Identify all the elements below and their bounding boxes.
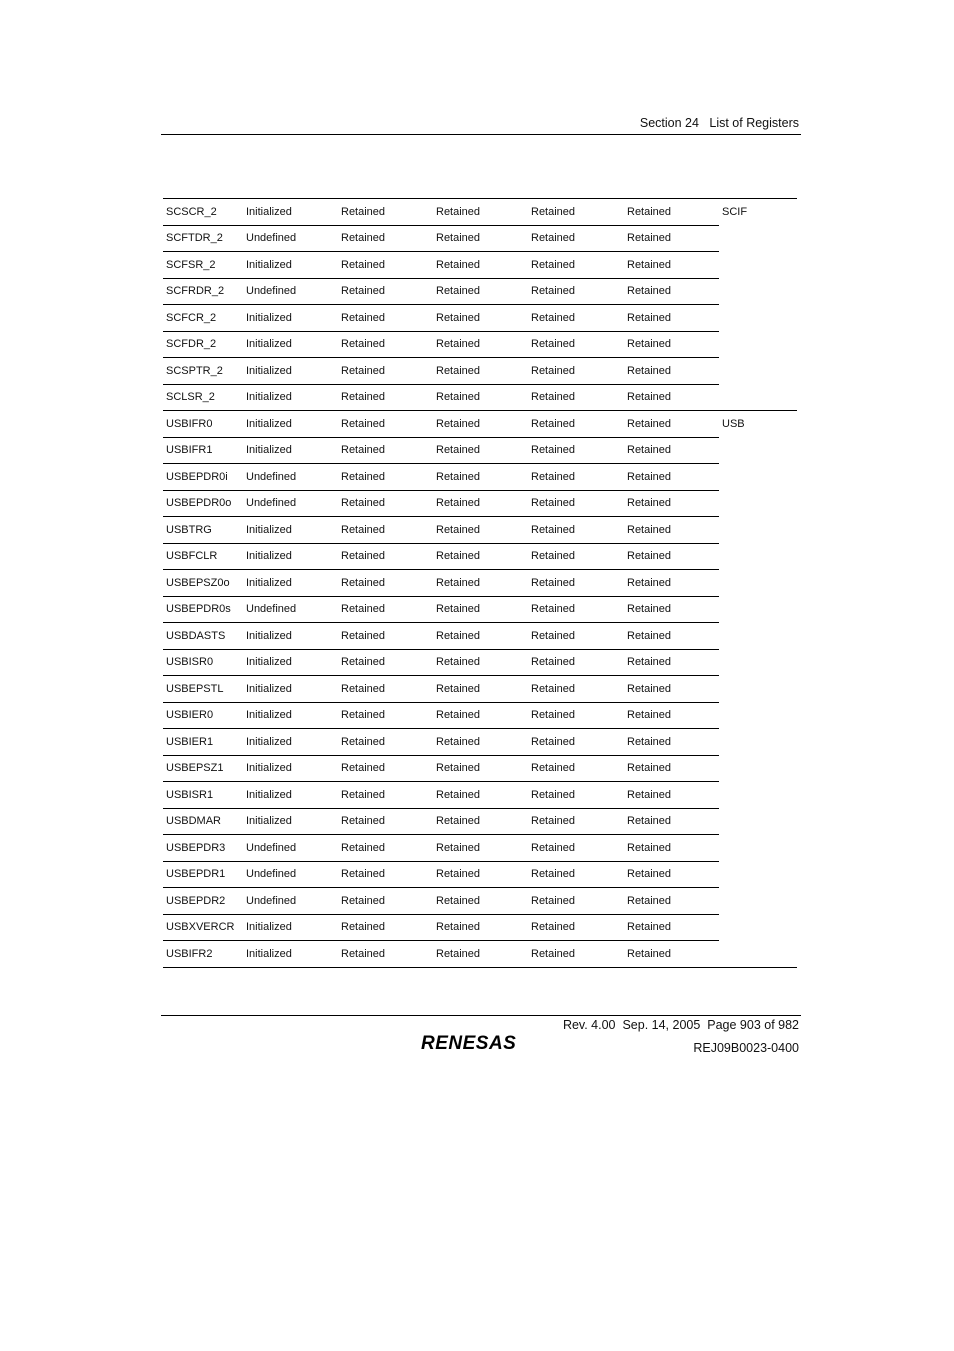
- table-row: [163, 623, 797, 650]
- table-row: [163, 384, 797, 411]
- state-cell-2: Retained: [433, 278, 528, 305]
- state-cell-2: Retained: [433, 755, 528, 782]
- state-cell-3: Retained: [528, 411, 624, 438]
- table-row: [163, 914, 797, 941]
- state-cell-3: Retained: [528, 888, 624, 915]
- footer-rule: [161, 1015, 801, 1016]
- state-cell-3: Retained: [528, 543, 624, 570]
- table-row: [163, 649, 797, 676]
- section-number: Section 24: [639, 116, 699, 130]
- register-table: [163, 198, 797, 968]
- state-cell-2: Retained: [433, 676, 528, 703]
- state-cell-1: Retained: [338, 543, 433, 570]
- state-cell-4: Retained: [624, 199, 719, 226]
- reset-cell: Initialized: [243, 914, 338, 941]
- renesas-logo: [421, 1031, 543, 1053]
- table-row: [163, 835, 797, 862]
- state-cell-2: Retained: [433, 782, 528, 809]
- state-cell-1: Retained: [338, 808, 433, 835]
- state-cell-1: Retained: [338, 676, 433, 703]
- register-name-cell: USBISR1: [163, 782, 243, 809]
- state-cell-3: Retained: [528, 225, 624, 252]
- state-cell-1: Retained: [338, 596, 433, 623]
- register-name-cell: USBIER1: [163, 729, 243, 756]
- state-cell-3: Retained: [528, 384, 624, 411]
- table-row: [163, 199, 797, 226]
- state-cell-4: Retained: [624, 252, 719, 279]
- state-cell-1: Retained: [338, 358, 433, 385]
- state-cell-2: Retained: [433, 623, 528, 650]
- state-cell-4: Retained: [624, 490, 719, 517]
- table-row: [163, 782, 797, 809]
- reset-cell: Initialized: [243, 517, 338, 544]
- register-name-cell: USBIER0: [163, 702, 243, 729]
- state-cell-1: Retained: [338, 411, 433, 438]
- reset-cell: Initialized: [243, 384, 338, 411]
- state-cell-1: Retained: [338, 331, 433, 358]
- state-cell-2: Retained: [433, 384, 528, 411]
- state-cell-2: Retained: [433, 305, 528, 332]
- state-cell-2: Retained: [433, 225, 528, 252]
- register-name-cell: SCFTDR_2: [163, 225, 243, 252]
- state-cell-4: Retained: [624, 676, 719, 703]
- reset-cell: Initialized: [243, 305, 338, 332]
- state-cell-3: Retained: [528, 914, 624, 941]
- state-cell-3: Retained: [528, 570, 624, 597]
- reset-cell: Undefined: [243, 464, 338, 491]
- state-cell-3: Retained: [528, 941, 624, 968]
- state-cell-4: Retained: [624, 941, 719, 968]
- state-cell-3: Retained: [528, 649, 624, 676]
- reset-cell: Initialized: [243, 702, 338, 729]
- state-cell-1: Retained: [338, 570, 433, 597]
- register-name-cell: USBIFR1: [163, 437, 243, 464]
- reset-cell: Initialized: [243, 570, 338, 597]
- state-cell-1: Retained: [338, 888, 433, 915]
- register-name-cell: SCSPTR_2: [163, 358, 243, 385]
- register-name-cell: USBEPDR0o: [163, 490, 243, 517]
- state-cell-4: Retained: [624, 649, 719, 676]
- table-row: [163, 517, 797, 544]
- register-name-cell: USBDMAR: [163, 808, 243, 835]
- state-cell-1: Retained: [338, 464, 433, 491]
- state-cell-1: Retained: [338, 490, 433, 517]
- state-cell-1: Retained: [338, 305, 433, 332]
- table-row: [163, 358, 797, 385]
- state-cell-1: Retained: [338, 729, 433, 756]
- register-name-cell: USBEPDR0s: [163, 596, 243, 623]
- register-name-cell: SCFSR_2: [163, 252, 243, 279]
- register-name-cell: USBEPDR1: [163, 861, 243, 888]
- state-cell-2: Retained: [433, 861, 528, 888]
- register-name-cell: USBEPSZ0o: [163, 570, 243, 597]
- state-cell-3: Retained: [528, 623, 624, 650]
- register-name-cell: USBEPSTL: [163, 676, 243, 703]
- table-row: [163, 490, 797, 517]
- state-cell-1: Retained: [338, 782, 433, 809]
- state-cell-4: Retained: [624, 596, 719, 623]
- state-cell-1: Retained: [338, 278, 433, 305]
- state-cell-3: Retained: [528, 676, 624, 703]
- register-name-cell: SCSCR_2: [163, 199, 243, 226]
- reset-cell: Undefined: [243, 225, 338, 252]
- state-cell-1: Retained: [338, 199, 433, 226]
- register-name-cell: USBDASTS: [163, 623, 243, 650]
- state-cell-4: Retained: [624, 464, 719, 491]
- state-cell-2: Retained: [433, 199, 528, 226]
- table-row: [163, 252, 797, 279]
- reset-cell: Initialized: [243, 252, 338, 279]
- table-row: [163, 729, 797, 756]
- table-row: [163, 570, 797, 597]
- register-name-cell: USBEPDR0i: [163, 464, 243, 491]
- state-cell-4: Retained: [624, 278, 719, 305]
- state-cell-4: Retained: [624, 914, 719, 941]
- state-cell-4: Retained: [624, 623, 719, 650]
- reset-cell: Initialized: [243, 676, 338, 703]
- reset-cell: Initialized: [243, 649, 338, 676]
- table-row: [163, 225, 797, 252]
- register-name-cell: USBIFR0: [163, 411, 243, 438]
- table-row: [163, 305, 797, 332]
- state-cell-2: Retained: [433, 649, 528, 676]
- table-row: [163, 331, 797, 358]
- state-cell-4: Retained: [624, 411, 719, 438]
- reset-cell: Undefined: [243, 596, 338, 623]
- section-title: List of Registers: [709, 116, 799, 130]
- register-name-cell: USBTRG: [163, 517, 243, 544]
- state-cell-3: Retained: [528, 252, 624, 279]
- register-name-cell: USBEPDR2: [163, 888, 243, 915]
- state-cell-3: Retained: [528, 358, 624, 385]
- table-row: [163, 888, 797, 915]
- reset-cell: Initialized: [243, 543, 338, 570]
- state-cell-3: Retained: [528, 729, 624, 756]
- table-row: [163, 702, 797, 729]
- state-cell-2: Retained: [433, 596, 528, 623]
- table-row: [163, 808, 797, 835]
- state-cell-2: Retained: [433, 888, 528, 915]
- table-row: [163, 411, 797, 438]
- state-cell-1: Retained: [338, 384, 433, 411]
- state-cell-2: Retained: [433, 437, 528, 464]
- state-cell-3: Retained: [528, 305, 624, 332]
- state-cell-4: Retained: [624, 384, 719, 411]
- state-cell-4: Retained: [624, 225, 719, 252]
- state-cell-2: Retained: [433, 914, 528, 941]
- table-row: [163, 437, 797, 464]
- table-row: [163, 596, 797, 623]
- table-row: [163, 543, 797, 570]
- state-cell-4: Retained: [624, 358, 719, 385]
- reset-cell: Initialized: [243, 358, 338, 385]
- state-cell-2: Retained: [433, 411, 528, 438]
- state-cell-2: Retained: [433, 941, 528, 968]
- state-cell-3: Retained: [528, 702, 624, 729]
- state-cell-1: Retained: [338, 861, 433, 888]
- register-name-cell: SCFCR_2: [163, 305, 243, 332]
- state-cell-4: Retained: [624, 861, 719, 888]
- state-cell-3: Retained: [528, 278, 624, 305]
- state-cell-4: Retained: [624, 808, 719, 835]
- reset-cell: Initialized: [243, 437, 338, 464]
- document-number: REJ09B0023-0400: [693, 1041, 799, 1055]
- state-cell-4: Retained: [624, 543, 719, 570]
- state-cell-1: Retained: [338, 225, 433, 252]
- state-cell-2: Retained: [433, 358, 528, 385]
- register-name-cell: USBEPDR3: [163, 835, 243, 862]
- state-cell-4: Retained: [624, 782, 719, 809]
- reset-cell: Initialized: [243, 199, 338, 226]
- state-cell-1: Retained: [338, 649, 433, 676]
- state-cell-2: Retained: [433, 464, 528, 491]
- state-cell-4: Retained: [624, 729, 719, 756]
- state-cell-3: Retained: [528, 437, 624, 464]
- state-cell-3: Retained: [528, 331, 624, 358]
- reset-cell: Initialized: [243, 331, 338, 358]
- state-cell-1: Retained: [338, 914, 433, 941]
- register-name-cell: SCFDR_2: [163, 331, 243, 358]
- state-cell-3: Retained: [528, 755, 624, 782]
- state-cell-1: Retained: [338, 755, 433, 782]
- state-cell-2: Retained: [433, 808, 528, 835]
- table-row: [163, 755, 797, 782]
- reset-cell: Initialized: [243, 411, 338, 438]
- register-table-body: [163, 199, 797, 968]
- state-cell-2: Retained: [433, 331, 528, 358]
- state-cell-4: Retained: [624, 888, 719, 915]
- state-cell-3: Retained: [528, 596, 624, 623]
- register-name-cell: USBEPSZ1: [163, 755, 243, 782]
- state-cell-3: Retained: [528, 861, 624, 888]
- state-cell-3: Retained: [528, 490, 624, 517]
- table-row: [163, 464, 797, 491]
- reset-cell: Initialized: [243, 623, 338, 650]
- state-cell-4: Retained: [624, 755, 719, 782]
- table-row: [163, 941, 797, 968]
- state-cell-2: Retained: [433, 835, 528, 862]
- state-cell-2: Retained: [433, 570, 528, 597]
- register-name-cell: USBISR0: [163, 649, 243, 676]
- register-name-cell: SCLSR_2: [163, 384, 243, 411]
- state-cell-3: Retained: [528, 782, 624, 809]
- reset-cell: Initialized: [243, 941, 338, 968]
- register-name-cell: USBIFR2: [163, 941, 243, 968]
- state-cell-2: Retained: [433, 490, 528, 517]
- header-rule: [161, 134, 801, 135]
- reset-cell: Initialized: [243, 755, 338, 782]
- state-cell-4: Retained: [624, 331, 719, 358]
- state-cell-2: Retained: [433, 702, 528, 729]
- state-cell-1: Retained: [338, 702, 433, 729]
- state-cell-2: Retained: [433, 729, 528, 756]
- state-cell-2: Retained: [433, 252, 528, 279]
- revision-info: Rev. 4.00 Sep. 14, 2005 Page 903 of 982: [562, 1018, 799, 1032]
- reset-cell: Undefined: [243, 278, 338, 305]
- module-cell: SCIF: [719, 199, 797, 411]
- state-cell-3: Retained: [528, 199, 624, 226]
- reset-cell: Undefined: [243, 861, 338, 888]
- state-cell-2: Retained: [433, 543, 528, 570]
- state-cell-1: Retained: [338, 437, 433, 464]
- table-row: [163, 278, 797, 305]
- state-cell-4: Retained: [624, 305, 719, 332]
- state-cell-4: Retained: [624, 437, 719, 464]
- reset-cell: Undefined: [243, 490, 338, 517]
- module-cell: USB: [719, 411, 797, 968]
- table-row: [163, 676, 797, 703]
- state-cell-4: Retained: [624, 517, 719, 544]
- reset-cell: Initialized: [243, 808, 338, 835]
- reset-cell: Initialized: [243, 729, 338, 756]
- state-cell-1: Retained: [338, 835, 433, 862]
- state-cell-1: Retained: [338, 941, 433, 968]
- register-name-cell: SCFRDR_2: [163, 278, 243, 305]
- reset-cell: Undefined: [243, 888, 338, 915]
- state-cell-3: Retained: [528, 808, 624, 835]
- register-name-cell: USBXVERCR: [163, 914, 243, 941]
- register-name-cell: USBFCLR: [163, 543, 243, 570]
- state-cell-4: Retained: [624, 570, 719, 597]
- state-cell-1: Retained: [338, 623, 433, 650]
- state-cell-1: Retained: [338, 517, 433, 544]
- state-cell-4: Retained: [624, 835, 719, 862]
- page-header: [640, 116, 799, 130]
- state-cell-2: Retained: [433, 517, 528, 544]
- reset-cell: Initialized: [243, 782, 338, 809]
- state-cell-3: Retained: [528, 517, 624, 544]
- reset-cell: Undefined: [243, 835, 338, 862]
- state-cell-3: Retained: [528, 464, 624, 491]
- state-cell-3: Retained: [528, 835, 624, 862]
- table-row: [163, 861, 797, 888]
- state-cell-1: Retained: [338, 252, 433, 279]
- state-cell-4: Retained: [624, 702, 719, 729]
- svg-text:RENESAS: RENESAS: [421, 1033, 517, 1053]
